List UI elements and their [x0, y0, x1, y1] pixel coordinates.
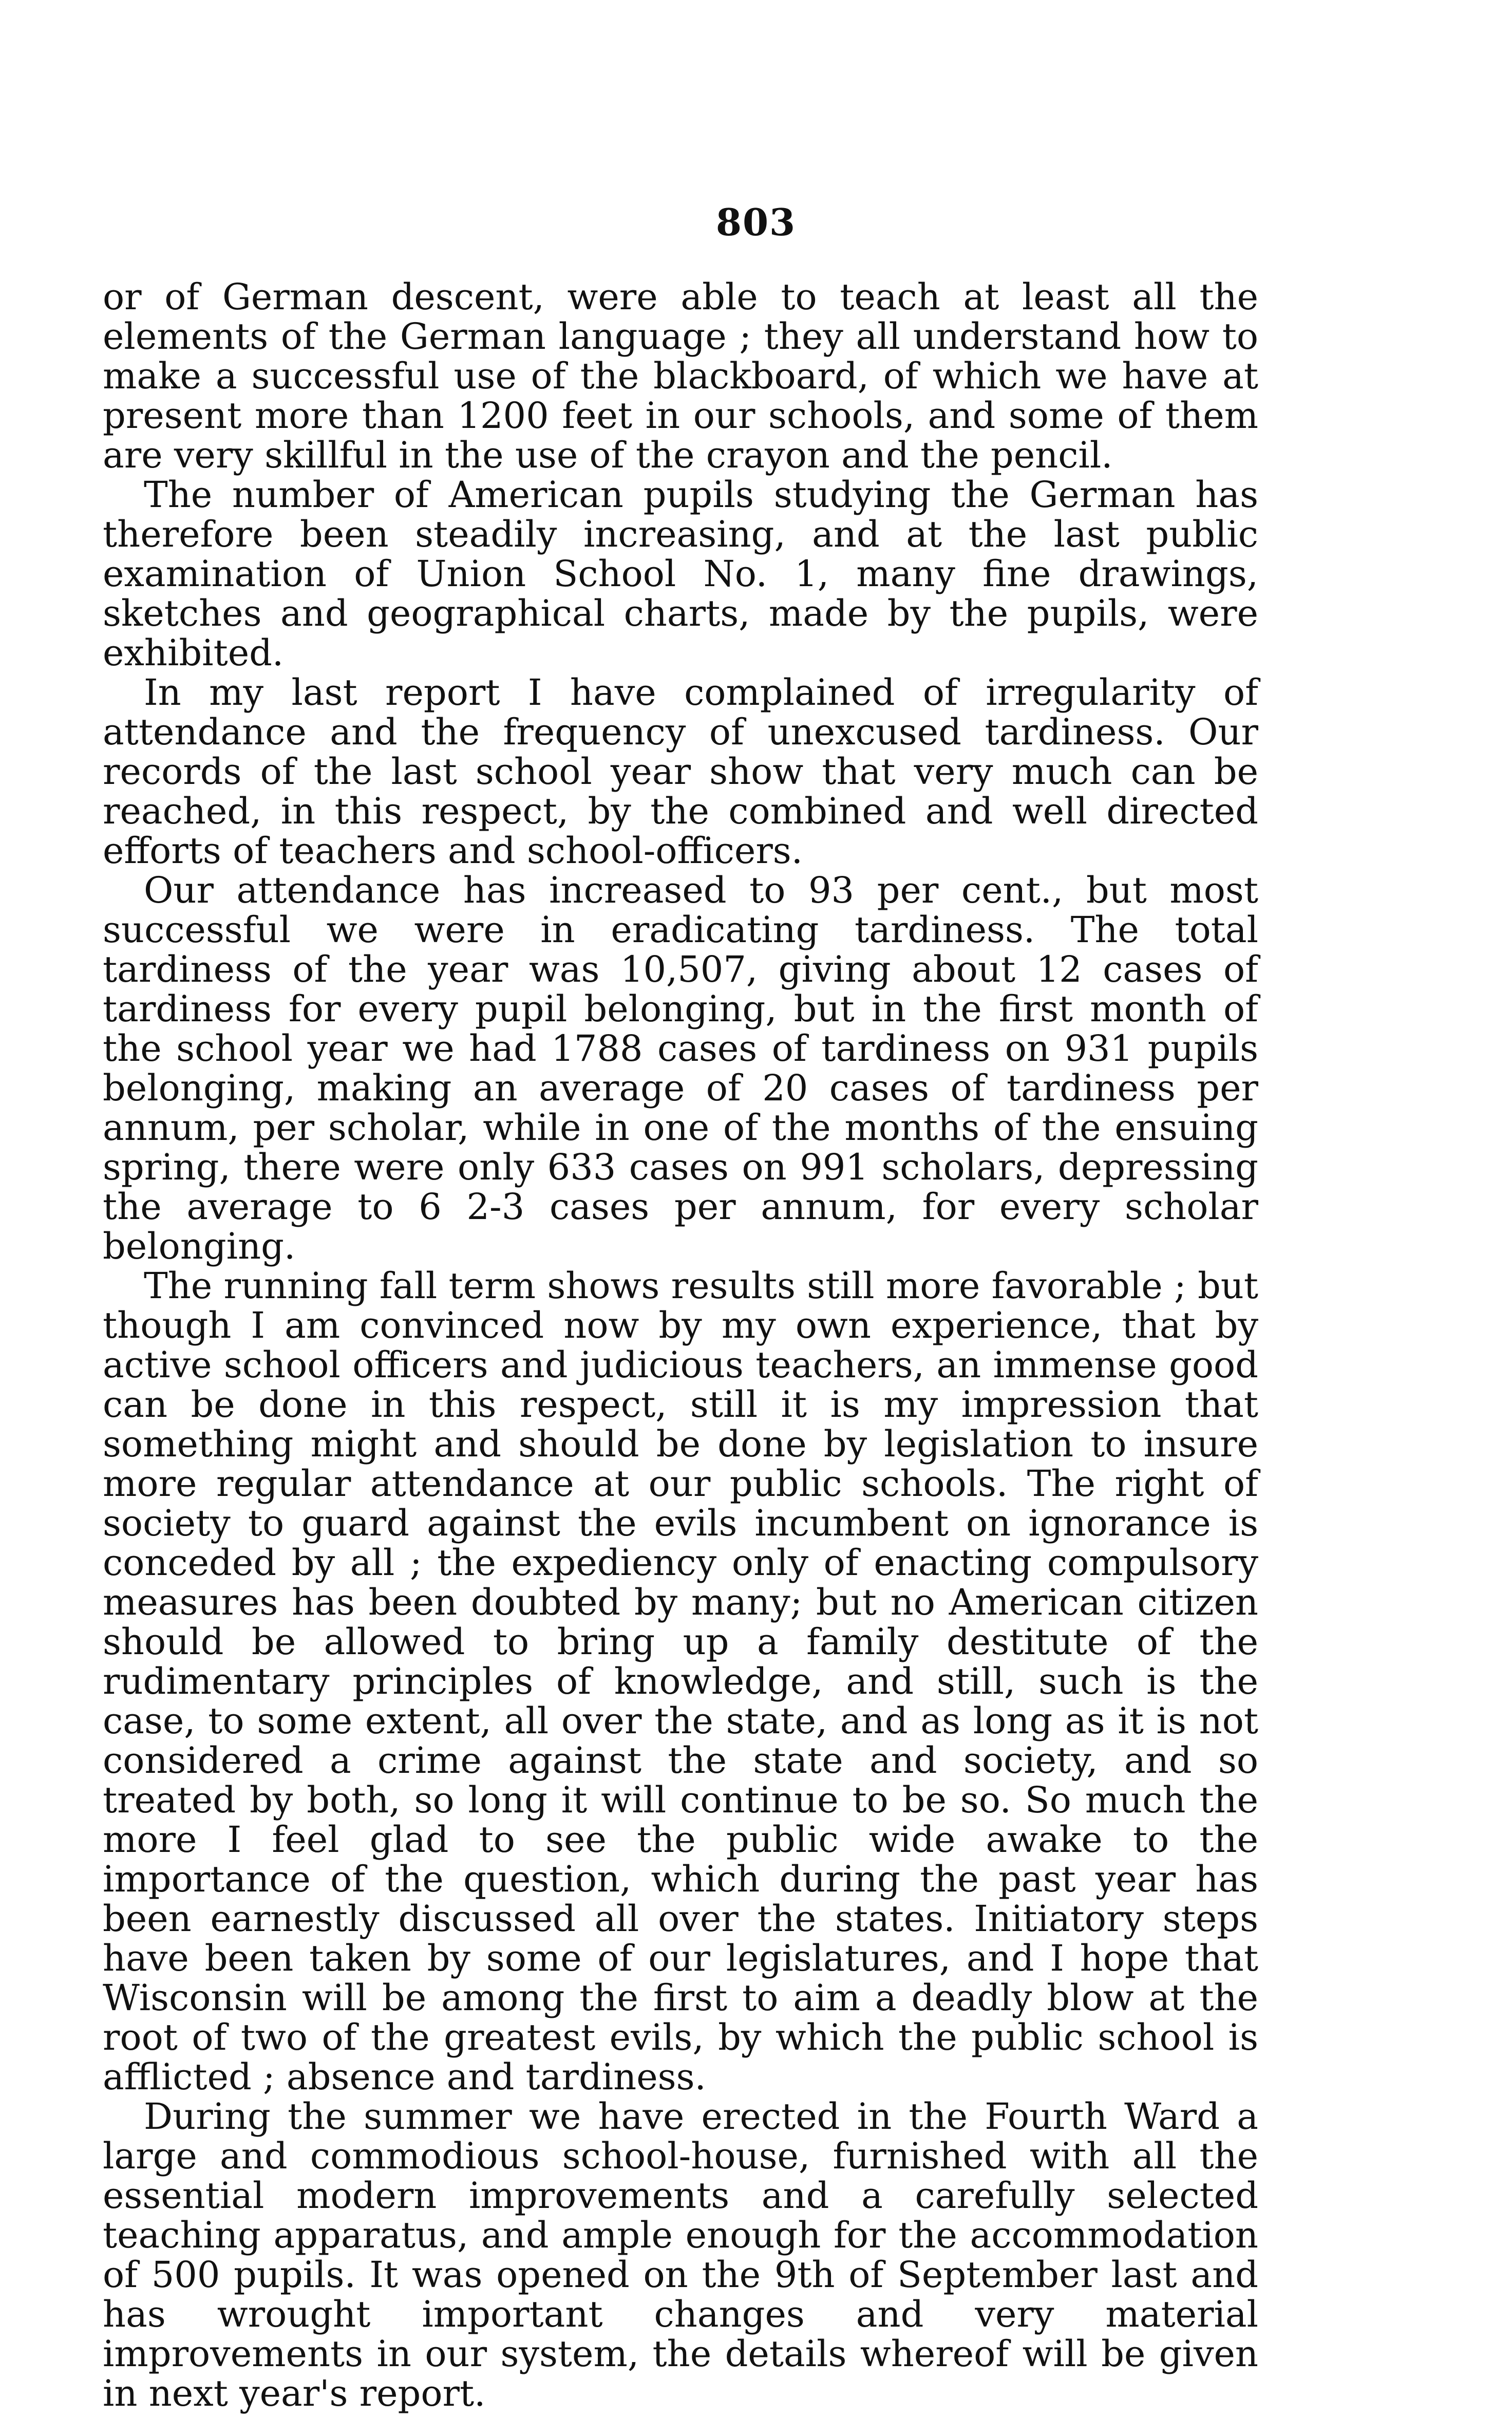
body-text: [103, 277, 1258, 2413]
paragraph-1: or of German descent, were able to teach at least all the elements of the German language ; they all understand how to make a successful use of the blackboard, of which we have at present more than 1200 feet in our schools, and some of them are very skillful in the use of the crayon and the pencil.: [103, 276, 1258, 476]
paragraph-5: The running fall term shows results still more favorable ; but though I am convinced now by my own experience, that by active school officers and judicious teachers, an immense good can be done in this respect, still it is my impression that something might and should be done by legislation to insure more regular attendance at our public schools. The right of society to guard against the evils incumbent on ignorance is conceded by all ; the expediency only of enacting compulsory measures has been doubted by many; but no American citizen should be allowed to bring up a family destitute of the rudimentary principles of knowledge, and still, such is the case, to some extent, all over the state, and as long as it is not considered a crime against the state and society, and so treated by both, so long it will continue to be so. So much the more I feel glad to see the public wide awake to the importance of the question, which during the past year has been earnestly discussed all over the states. Initiatory steps have been taken by some of our legislatures, and I hope that Wisconsin will be among the first to aim a deadly blow at the root of two of the greatest evils, by which the public school is afflicted ; absence and tardiness.: [103, 1265, 1258, 2098]
paragraph-2: The number of American pupils studying the German has therefore been steadily increasing, and at the last public examination of Union School No. 1, many fine drawings, sketches and geographical charts, made by the pupils, were exhibited.: [103, 474, 1258, 674]
paragraph-6: During the summer we have erected in the Fourth Ward a large and commodious school-house, furnished with all the essential modern improvements and a carefully selected teaching apparatus, and ample enough for the accommodation of 500 pupils. It was opened on the 9th of September last and has wrought important changes and very material improvements in our system, the details whereof will be given in next year's report.: [103, 2095, 1258, 2414]
page-number: 803: [715, 200, 797, 244]
paragraph-3: In my last report I have complained of irregularity of attendance and the frequency of unexcused tardiness. Our records of the last school year show that very much can be reached, in this respect, by the combined and well directed efforts of teachers and school-officers.: [103, 671, 1258, 872]
paragraph-4: Our attendance has increased to 93 per cent., but most successful we were in eradicating tardiness. The total tardiness of the year was 10,507, giving about 12 cases of tardiness for every pupil belonging, but in the first month of the school year we had 1788 cases of tardiness on 931 pupils belonging, making an average of 20 cases of tardiness per annum, per scholar, while in one of the months of the ensuing spring, there were only 633 cases on 991 scholars, depressing the average to 6 2-3 cases per annum, for every scholar belonging.: [103, 869, 1258, 1267]
